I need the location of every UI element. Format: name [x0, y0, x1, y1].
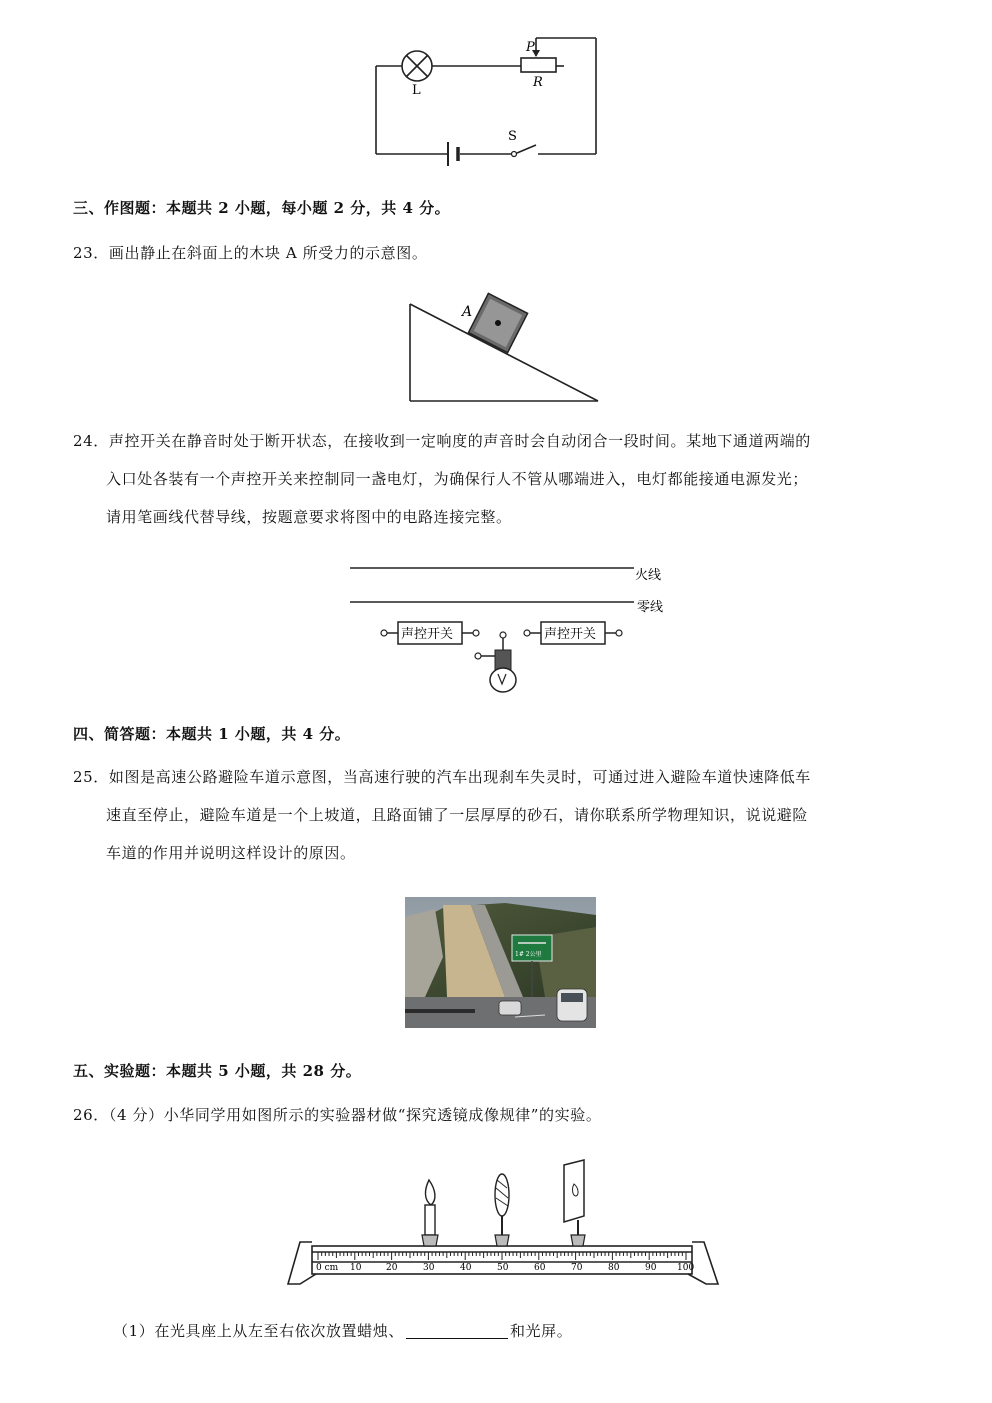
question-26-part-1 — [113, 1320, 572, 1341]
sound-switch-circuit — [0, 556, 992, 706]
question-line: 速直至停止，避险车道是一个上坡道，且路面铺了一层厚厚的砂石，请你联系所学物理知识，说说避险 — [106, 806, 809, 824]
part-text-before: （1）在光具座上从左至右依次放置蜡烛、 — [113, 1322, 404, 1340]
resistor-label: R — [533, 75, 543, 90]
question-text: 画出静止在斜面上的木块 A 所受力的示意图。 — [108, 244, 428, 262]
neutral-wire-label: 零线 — [637, 600, 664, 615]
section-5-heading: 五、实验题：本题共 5 小题，共 28 分。 — [73, 1062, 362, 1080]
light-screen — [564, 1160, 585, 1246]
question-text: （4 分）小华同学用如图所示的实验器材做“探究透镜成像规律”的实验。 — [108, 1106, 602, 1124]
ruler-label: 70 — [571, 1263, 583, 1273]
ruler-label: 30 — [423, 1263, 435, 1273]
sound-switch-right-label: 声控开关 — [544, 627, 597, 642]
ruler-label: 60 — [534, 1263, 546, 1273]
question-line: 声控开关在静音时处于断开状态，在接收到一定响度的声音时会自动闭合一段时间。某地下通道两端的 — [108, 432, 811, 450]
question-number: 23． — [73, 244, 109, 262]
question-25 — [73, 758, 913, 872]
question-number: 26． — [73, 1106, 109, 1124]
ruler-label: 100 — [677, 1263, 695, 1273]
question-line: 如图是高速公路避险车道示意图，当高速行驶的汽车出现刹车失灵时，可通过进入避险车道快速降低车 — [108, 768, 811, 786]
question-line: 请用笔画线代替导线，按题意要求将图中的电路连接完整。 — [106, 508, 512, 526]
ruler-label: 90 — [645, 1263, 657, 1273]
ruler-label: 20 — [386, 1263, 398, 1273]
question-26 — [73, 1096, 913, 1134]
ruler-label: 80 — [608, 1263, 620, 1273]
ruler-label: 10 — [350, 1263, 362, 1273]
question-line: 车道的作用并说明这样设计的原因。 — [106, 844, 356, 862]
question-24 — [73, 422, 913, 536]
question-number: 24． — [73, 432, 109, 450]
ruler-label: 0 cm — [316, 1263, 339, 1273]
sound-switch-left-label: 声控开关 — [401, 627, 454, 642]
wooden-block — [468, 293, 527, 352]
live-wire-label: 火线 — [635, 568, 662, 583]
section-3-heading: 三、作图题：本题共 2 小题，每小题 2 分，共 4 分。 — [73, 199, 451, 217]
switch-label: S — [508, 129, 517, 144]
question-line: 入口处各装有一个声控开关来控制同一盏电灯，为确保行人不管从哪端进入，电灯都能接通电源发光； — [106, 470, 809, 488]
sign-text: 1# 2公里 — [515, 951, 542, 958]
escape-ramp-photo — [405, 897, 596, 1028]
incline-diagram — [0, 290, 992, 410]
question-number: 25． — [73, 768, 109, 786]
candle — [422, 1180, 438, 1246]
answer-blank[interactable] — [406, 1322, 508, 1339]
lamp-label: L — [412, 83, 421, 98]
lens — [495, 1174, 509, 1246]
ruler-label: 50 — [497, 1263, 509, 1273]
question-23 — [73, 234, 427, 272]
part-text-after: 和光屏。 — [509, 1322, 573, 1340]
section-4-heading: 四、简答题：本题共 1 小题，共 4 分。 — [73, 725, 351, 743]
slider-label: P — [526, 40, 535, 55]
circuit-diagram-lamp-rheostat — [0, 0, 992, 175]
block-label: A — [462, 304, 473, 320]
ruler-label: 40 — [460, 1263, 472, 1273]
optical-bench-diagram — [0, 1150, 992, 1300]
